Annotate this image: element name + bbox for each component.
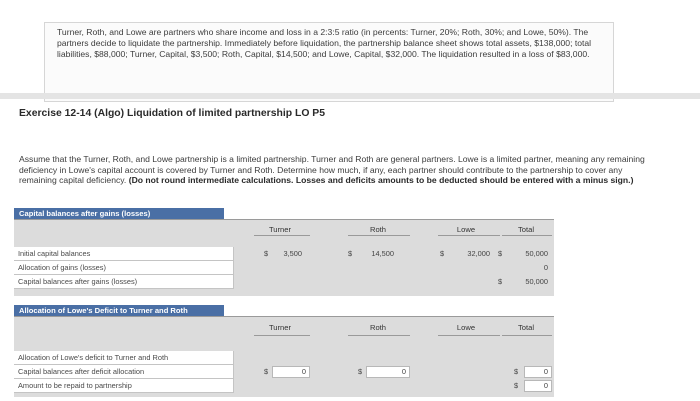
capital-balances-table bbox=[14, 208, 554, 295]
currency-sign: $ bbox=[514, 367, 519, 376]
table1-initial-lowe: 32,000 bbox=[467, 249, 490, 258]
table2-col-turner: Turner bbox=[268, 323, 292, 332]
table1-initial-total: 50,000 bbox=[525, 249, 548, 258]
instructions-note: (Do not round intermediate calculations. Losses and deficits amounts to be deducted should be entered with a minus sign.) bbox=[128, 175, 634, 186]
table1-initial-roth: 14,500 bbox=[371, 249, 394, 258]
currency-sign: $ bbox=[514, 381, 519, 390]
table2-row-label: Allocation of Lowe's deficit to Turner and Roth bbox=[14, 351, 234, 365]
table2-row-label: Capital balances after deficit allocation bbox=[14, 365, 234, 379]
section-divider bbox=[0, 93, 700, 99]
table2-col-total: Total bbox=[517, 323, 535, 332]
lowe-deficit-table bbox=[14, 305, 554, 396]
currency-sign: $ bbox=[498, 277, 503, 286]
table1-allocation-total: 0 bbox=[543, 263, 548, 272]
currency-sign: $ bbox=[358, 367, 363, 376]
table1-underline-turner bbox=[254, 235, 310, 236]
table1-col-turner: Turner bbox=[268, 225, 292, 234]
table2-col-roth: Roth bbox=[369, 323, 387, 332]
table2-col-lowe: Lowe bbox=[456, 323, 476, 332]
table2-turner-after-input[interactable]: 0 bbox=[272, 366, 310, 378]
table1-col-total: Total bbox=[517, 225, 535, 234]
table2-total-after-input[interactable]: 0 bbox=[524, 366, 552, 378]
table2-underline-lowe bbox=[438, 335, 500, 336]
table1-row-label: Capital balances after gains (losses) bbox=[14, 275, 234, 289]
exercise-title: Exercise 12-14 (Algo) Liquidation of limited partnership LO P5 bbox=[19, 108, 326, 119]
instructions bbox=[19, 154, 659, 186]
table1-header: Capital balances after gains (losses) bbox=[14, 208, 224, 219]
table1-row-label: Initial capital balances bbox=[14, 247, 234, 261]
table1-underline-total bbox=[502, 235, 552, 236]
table2-roth-after-input[interactable]: 0 bbox=[366, 366, 410, 378]
table1-row-label: Allocation of gains (losses) bbox=[14, 261, 234, 275]
table1-underline-lowe bbox=[438, 235, 500, 236]
table1-initial-turner: 3,500 bbox=[283, 249, 302, 258]
table2-underline-turner bbox=[254, 335, 310, 336]
table1-after-total: 50,000 bbox=[525, 277, 548, 286]
currency-sign: $ bbox=[440, 249, 445, 258]
table1-col-roth: Roth bbox=[369, 225, 387, 234]
table2-underline-total bbox=[502, 335, 552, 336]
currency-sign: $ bbox=[498, 249, 503, 258]
instructions-text: Assume that the Turner, Roth, and Lowe partnership is a limited partnership. Turner and Roth are general partners. Lowe is a limited partner, meaning any remaining deficiency in Lowe's capital account is covered by Turner and Roth. Determine how much, if any, each partner should contribute to the partnership to cover any remaining capital deficiency. bbox=[19, 154, 645, 186]
table1-underline-roth bbox=[348, 235, 410, 236]
currency-sign: $ bbox=[264, 249, 269, 258]
problem-text: Turner, Roth, and Lowe are partners who share income and loss in a 2:3:5 ratio (in percents: Turner, 20%; Roth, 30%; and Lowe, 50%). The partners decide to liquidate the partnership. Immediately before liquidation, the partnership balance sheet shows total assets, $138,000; total liabilities, $88,000; Turner, Capital, $3,500; Roth, Capital, $14,500; and Lowe, Capital, $32,000. The liquidation resulted in a loss of $83,000. bbox=[57, 27, 592, 60]
currency-sign: $ bbox=[348, 249, 353, 258]
table2-header: Allocation of Lowe's Deficit to Turner and Roth bbox=[14, 305, 224, 316]
table2-grid bbox=[14, 316, 554, 396]
table2-underline-roth bbox=[348, 335, 410, 336]
table1-grid bbox=[14, 219, 554, 295]
problem-statement bbox=[44, 22, 614, 102]
currency-sign: $ bbox=[264, 367, 269, 376]
table1-col-lowe: Lowe bbox=[456, 225, 476, 234]
table2-row-label: Amount to be repaid to partnership bbox=[14, 379, 234, 393]
table2-total-repaid-input[interactable]: 0 bbox=[524, 380, 552, 392]
